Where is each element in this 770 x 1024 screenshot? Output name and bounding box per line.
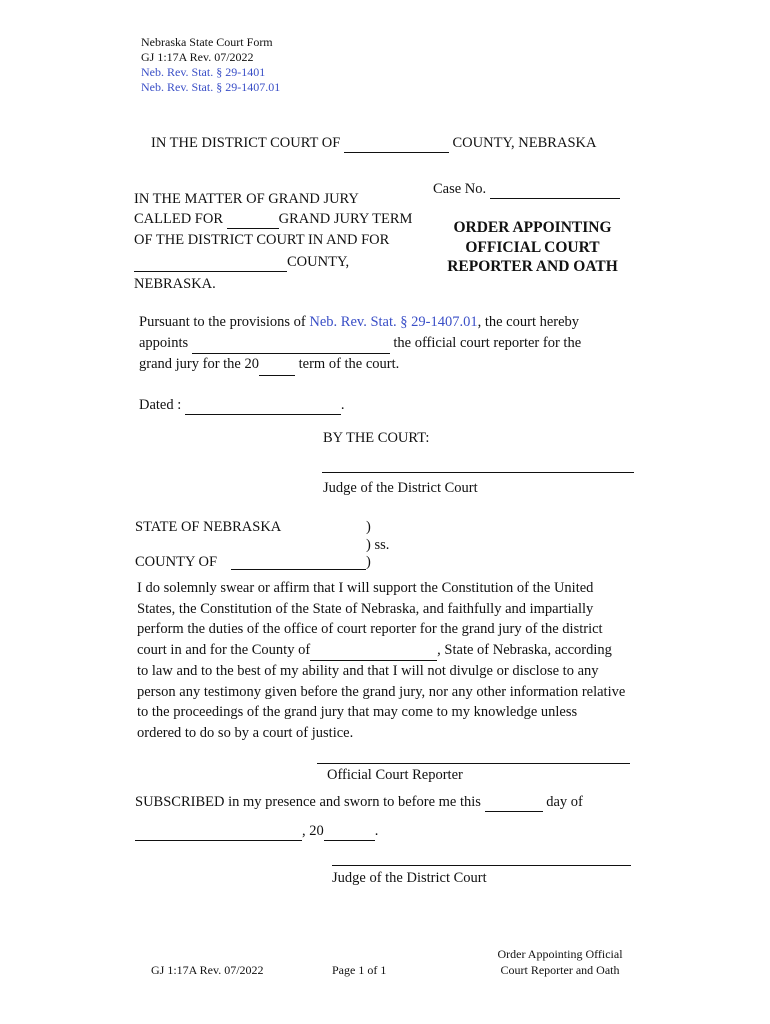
footer-title <box>480 946 640 978</box>
statute-link-2[interactable]: Neb. Rev. Stat. § 29-1407.01 <box>141 80 281 94</box>
title-line-2: OFFICIAL COURT <box>465 238 600 256</box>
dated-blank[interactable] <box>185 397 341 415</box>
subscribed-year-blank[interactable] <box>324 823 375 841</box>
oath-paragraph <box>137 578 625 743</box>
judge-label-2: Judge of the District Court <box>332 870 487 886</box>
order-paragraph <box>139 312 581 376</box>
oath-line-2: States, the Constitution of the State of Nebraska, and faithfully and impartially <box>137 600 594 617</box>
oath-line-5: to law and to the best of my ability and that I will not divulge or disclose to any <box>137 663 599 679</box>
county-blank[interactable] <box>344 135 449 153</box>
footer-title-line-1: Order Appointing Official <box>497 947 623 961</box>
order-line-1: Pursuant to the provisions of Neb. Rev. Stat. § 29-1407.01, the court hereby <box>139 314 580 330</box>
order-line-3: grand jury for the 20 term of the court. <box>139 354 581 376</box>
document-title <box>430 218 635 277</box>
footer-page-number: Page 1 of 1 <box>332 963 387 977</box>
matter-county-blank[interactable] <box>134 254 287 272</box>
case-no <box>433 181 620 199</box>
venue-paren-ss: ) ss. <box>366 537 390 553</box>
title-line-1: ORDER APPOINTING <box>453 219 612 236</box>
oath-line-7: to the proceedings of the grand jury that may come to my knowledge unless <box>137 704 578 720</box>
footer-form-code: GJ 1:17A Rev. 07/2022 <box>151 963 264 977</box>
state-label: STATE OF NEBRASKA <box>135 519 282 535</box>
matter-line-4 <box>134 254 349 272</box>
form-name: Nebraska State Court Form <box>141 35 273 49</box>
venue-paren-3: ) <box>366 554 371 570</box>
case-no-field[interactable] <box>490 181 620 199</box>
dated-line: Dated : . <box>139 397 345 413</box>
reporter-name-blank[interactable] <box>192 333 390 355</box>
court-caption <box>151 135 596 153</box>
day-blank[interactable] <box>485 794 543 812</box>
matter-line-3: OF THE DISTRICT COURT IN AND FOR <box>134 232 390 248</box>
court-caption-suffix: COUNTY, NEBRASKA <box>452 135 597 151</box>
judge-label-1: Judge of the District Court <box>323 480 478 496</box>
statute-inline-link[interactable]: Neb. Rev. Stat. § 29-1407.01 <box>309 314 478 330</box>
oath-line-1: I do solemnly swear or affirm that I will support the Constitution of the United <box>137 580 594 596</box>
oath-line-6: person any testimony given before the grand jury, nor any other information relative <box>137 683 626 700</box>
month-blank[interactable] <box>135 823 302 841</box>
by-the-court: BY THE COURT: <box>323 430 430 446</box>
term-blank[interactable] <box>227 211 279 229</box>
oath-line-8: ordered to do so by a court of justice. <box>137 724 354 741</box>
venue-county-blank[interactable] <box>231 569 366 570</box>
matter-line-2 <box>134 211 412 229</box>
form-code: GJ 1:17A Rev. 07/2022 <box>141 50 254 64</box>
footer-title-line-2: Court Reporter and Oath <box>500 963 620 977</box>
title-line-3: REPORTER AND OATH <box>447 258 618 275</box>
oath-county-blank[interactable] <box>310 640 437 662</box>
subscribed-date-line: , 20 . <box>135 823 378 841</box>
matter-grand-jury-term: GRAND JURY TERM <box>278 211 413 227</box>
judge-signature-line-1[interactable] <box>322 472 634 473</box>
venue-paren-1: ) <box>366 519 371 535</box>
case-no-label: Case No. <box>433 181 487 197</box>
order-line-2: appoints the official court reporter for the <box>139 333 581 355</box>
statute-link-1[interactable]: Neb. Rev. Stat. § 29-1401 <box>141 65 266 79</box>
oath-line-4: court in and for the County of , State of Nebraska, according <box>137 640 625 662</box>
judge-signature-line-2[interactable] <box>332 865 631 866</box>
reporter-signature-line[interactable] <box>317 763 630 764</box>
subscribed-line: SUBSCRIBED in my presence and sworn to before me this day of <box>135 794 583 810</box>
oath-line-3: perform the duties of the office of court reporter for the grand jury of the district <box>137 621 603 637</box>
matter-line-1: IN THE MATTER OF GRAND JURY <box>134 191 359 207</box>
year-blank[interactable] <box>259 354 295 376</box>
dated-label: Dated : <box>139 397 182 413</box>
matter-line-5: NEBRASKA. <box>134 276 216 292</box>
county-label: COUNTY OF <box>135 554 218 570</box>
court-caption-prefix: IN THE DISTRICT COURT OF <box>151 135 341 151</box>
matter-county-label: COUNTY, <box>287 254 350 270</box>
matter-called-for: CALLED FOR <box>134 211 224 227</box>
reporter-label: Official Court Reporter <box>327 767 463 783</box>
